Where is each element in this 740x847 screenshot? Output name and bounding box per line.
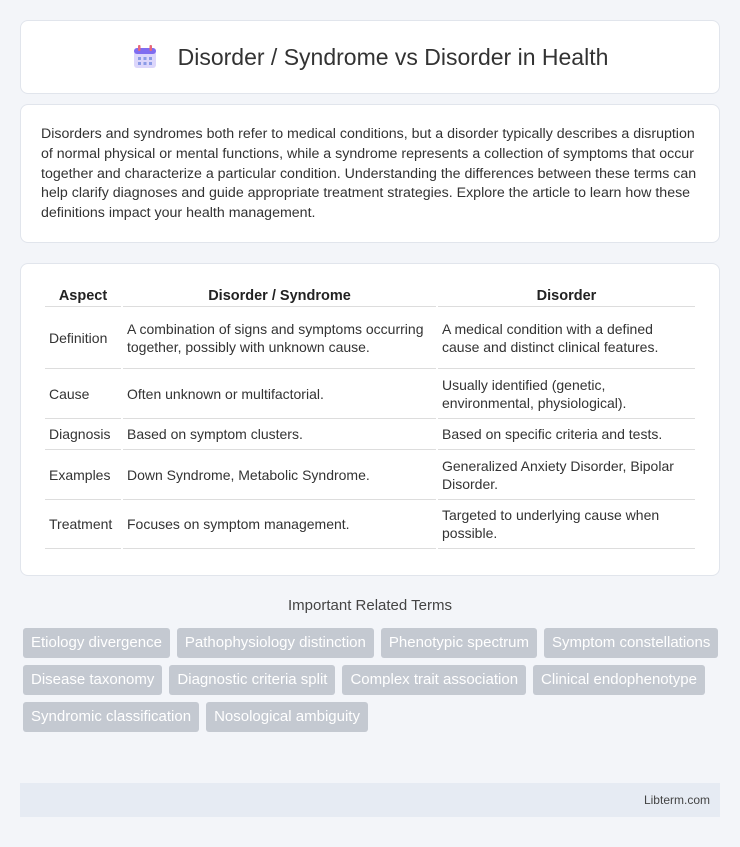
intro-text: Disorders and syndromes both refer to medical conditions, but a disorder typically describes a disruption of normal physical or mental functions, while a syndrome represents a collection of symptoms that occur together and characterize a particular condition. Understanding the differences between these terms can help clarify diagnoses and guide appropriate treatment strategies. Explore the article to learn how these definitions impact your health management. bbox=[41, 126, 697, 222]
table-cell: Focuses on symptom management. bbox=[123, 500, 436, 549]
table-cell: Down Syndrome, Metabolic Syndrome. bbox=[123, 450, 436, 500]
column-header: Disorder / Syndrome bbox=[123, 282, 436, 307]
tag-link[interactable]: Complex trait association bbox=[342, 665, 526, 695]
footer bbox=[20, 783, 720, 817]
table-cell: Generalized Anxiety Disorder, Bipolar Disorder. bbox=[438, 450, 695, 500]
table-cell: Definition bbox=[45, 307, 121, 369]
tag-link[interactable]: Clinical endophenotype bbox=[533, 665, 705, 695]
table-row bbox=[45, 419, 695, 450]
tag-link[interactable]: Pathophysiology distinction bbox=[177, 628, 374, 658]
tag-link[interactable]: Syndromic classification bbox=[23, 702, 199, 732]
column-header: Disorder bbox=[438, 282, 695, 307]
comparison-table bbox=[43, 282, 697, 549]
tag-link[interactable]: Disease taxonomy bbox=[23, 665, 162, 695]
table-cell: A medical condition with a defined cause and distinct clinical features. bbox=[438, 307, 695, 369]
tag-link[interactable]: Phenotypic spectrum bbox=[381, 628, 537, 658]
tag-link[interactable]: Etiology divergence bbox=[23, 628, 170, 658]
table-header-row bbox=[45, 282, 695, 307]
table-cell: Diagnosis bbox=[45, 419, 121, 450]
table-row bbox=[45, 450, 695, 500]
intro-card bbox=[20, 104, 720, 243]
related-terms-title: Important Related Terms bbox=[288, 597, 452, 614]
table-cell: Based on symptom clusters. bbox=[123, 419, 436, 450]
table-cell: Usually identified (genetic, environmental, physiological). bbox=[438, 369, 695, 419]
comparison-card bbox=[20, 263, 720, 576]
table-row bbox=[45, 307, 695, 369]
table-cell: Based on specific criteria and tests. bbox=[438, 419, 695, 450]
table-cell: Treatment bbox=[45, 500, 121, 549]
column-header: Aspect bbox=[45, 282, 121, 307]
table-cell: Targeted to underlying cause when possible. bbox=[438, 500, 695, 549]
table-cell: Often unknown or multifactorial. bbox=[123, 369, 436, 419]
calendar-icon bbox=[132, 44, 158, 70]
related-terms-section bbox=[0, 597, 740, 614]
header-card bbox=[20, 20, 720, 94]
table-cell: Cause bbox=[45, 369, 121, 419]
tag-link[interactable]: Symptom constellations bbox=[544, 628, 718, 658]
table-row bbox=[45, 369, 695, 419]
related-terms-tags bbox=[23, 628, 723, 732]
page-title: Disorder / Syndrome vs Disorder in Health bbox=[177, 43, 609, 70]
tag-link[interactable]: Diagnostic criteria split bbox=[169, 665, 335, 695]
footer-brand[interactable]: Libterm.com bbox=[643, 793, 710, 807]
table-row bbox=[45, 500, 695, 549]
tag-link[interactable]: Nosological ambiguity bbox=[206, 702, 368, 732]
table-cell: Examples bbox=[45, 450, 121, 500]
table-cell: A combination of signs and symptoms occurring together, possibly with unknown cause. bbox=[123, 307, 436, 369]
